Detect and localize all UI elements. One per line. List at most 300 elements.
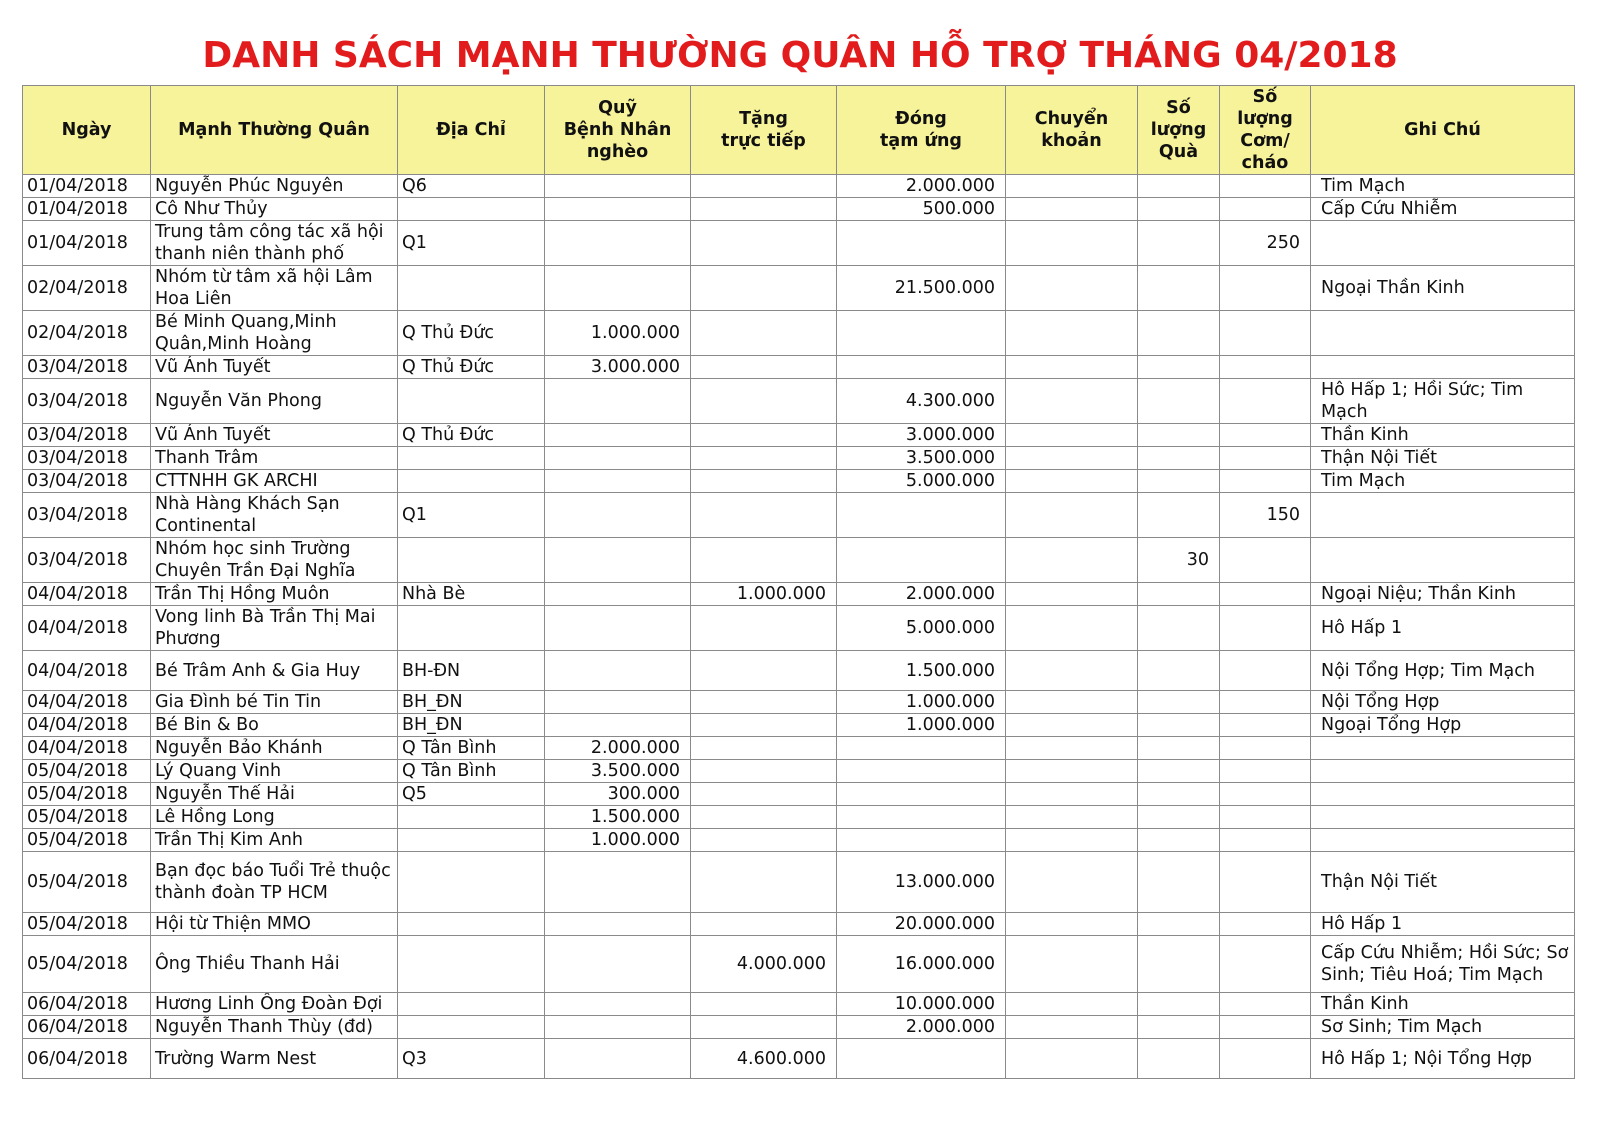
cell-note bbox=[1311, 538, 1575, 583]
cell-address: Q Tân Bình bbox=[398, 760, 545, 783]
cell-address: BH_ĐN bbox=[398, 714, 545, 737]
cell-transfer bbox=[1006, 651, 1138, 691]
table-row bbox=[23, 913, 1575, 936]
cell-fund bbox=[545, 198, 691, 221]
cell-address bbox=[398, 936, 545, 993]
cell-meals bbox=[1220, 424, 1311, 447]
table-row bbox=[23, 760, 1575, 783]
table-row bbox=[23, 493, 1575, 538]
cell-donor: Gia Đình bé Tin Tin bbox=[151, 691, 398, 714]
cell-fund bbox=[545, 1016, 691, 1039]
cell-note: Nội Tổng Hợp; Tim Mạch bbox=[1311, 651, 1575, 691]
cell-gifts bbox=[1138, 737, 1220, 760]
cell-date: 04/04/2018 bbox=[23, 606, 151, 651]
cell-transfer bbox=[1006, 198, 1138, 221]
cell-transfer bbox=[1006, 829, 1138, 852]
cell-address: Q Tân Bình bbox=[398, 737, 545, 760]
cell-address bbox=[398, 913, 545, 936]
column-header-gifts: Số lượng Quà bbox=[1138, 86, 1220, 175]
cell-advance: 5.000.000 bbox=[837, 606, 1006, 651]
cell-transfer bbox=[1006, 266, 1138, 311]
cell-advance: 16.000.000 bbox=[837, 936, 1006, 993]
cell-fund bbox=[545, 852, 691, 913]
cell-note: Ngoại Tổng Hợp bbox=[1311, 714, 1575, 737]
cell-meals bbox=[1220, 691, 1311, 714]
cell-date: 01/04/2018 bbox=[23, 221, 151, 266]
cell-meals bbox=[1220, 829, 1311, 852]
cell-gifts bbox=[1138, 311, 1220, 356]
cell-note: Ngoại Thần Kinh bbox=[1311, 266, 1575, 311]
cell-meals bbox=[1220, 356, 1311, 379]
table-row bbox=[23, 829, 1575, 852]
cell-fund bbox=[545, 936, 691, 993]
cell-meals bbox=[1220, 606, 1311, 651]
column-header-date: Ngày bbox=[23, 86, 151, 175]
cell-fund bbox=[545, 993, 691, 1016]
cell-gifts bbox=[1138, 783, 1220, 806]
cell-address: Q1 bbox=[398, 221, 545, 266]
cell-date: 05/04/2018 bbox=[23, 806, 151, 829]
cell-address: Nhà Bè bbox=[398, 583, 545, 606]
cell-donor: Nguyễn Thế Hải bbox=[151, 783, 398, 806]
cell-note: Hô Hấp 1; Nội Tổng Hợp bbox=[1311, 1039, 1575, 1079]
cell-direct bbox=[691, 538, 837, 583]
cell-transfer bbox=[1006, 356, 1138, 379]
cell-transfer bbox=[1006, 852, 1138, 913]
cell-meals bbox=[1220, 852, 1311, 913]
cell-transfer bbox=[1006, 691, 1138, 714]
cell-gifts bbox=[1138, 1039, 1220, 1079]
cell-fund bbox=[545, 447, 691, 470]
cell-note: Tim Mạch bbox=[1311, 175, 1575, 198]
column-header-fund: Quỹ Bệnh Nhân nghèo bbox=[545, 86, 691, 175]
cell-advance: 10.000.000 bbox=[837, 993, 1006, 1016]
cell-direct bbox=[691, 714, 837, 737]
cell-fund bbox=[545, 379, 691, 424]
cell-fund bbox=[545, 175, 691, 198]
cell-direct bbox=[691, 829, 837, 852]
cell-meals bbox=[1220, 651, 1311, 691]
cell-advance bbox=[837, 356, 1006, 379]
cell-address bbox=[398, 806, 545, 829]
cell-gifts: 30 bbox=[1138, 538, 1220, 583]
cell-fund bbox=[545, 424, 691, 447]
cell-transfer bbox=[1006, 783, 1138, 806]
cell-fund: 3.500.000 bbox=[545, 760, 691, 783]
cell-transfer bbox=[1006, 1039, 1138, 1079]
cell-gifts bbox=[1138, 651, 1220, 691]
cell-advance bbox=[837, 221, 1006, 266]
column-header-address: Địa Chỉ bbox=[398, 86, 545, 175]
table-row bbox=[23, 936, 1575, 993]
cell-meals bbox=[1220, 175, 1311, 198]
cell-advance: 5.000.000 bbox=[837, 470, 1006, 493]
cell-direct bbox=[691, 691, 837, 714]
cell-note: Cấp Cứu Nhiễm; Hồi Sức; Sơ Sinh; Tiêu Hoá; Tim Mạch bbox=[1311, 936, 1575, 993]
cell-date: 01/04/2018 bbox=[23, 198, 151, 221]
cell-donor: Nguyễn Phúc Nguyên bbox=[151, 175, 398, 198]
cell-address bbox=[398, 266, 545, 311]
cell-fund: 2.000.000 bbox=[545, 737, 691, 760]
table-row bbox=[23, 993, 1575, 1016]
cell-gifts bbox=[1138, 198, 1220, 221]
cell-gifts bbox=[1138, 829, 1220, 852]
cell-donor: Lý Quang Vinh bbox=[151, 760, 398, 783]
column-header-note: Ghi Chú bbox=[1311, 86, 1575, 175]
cell-meals bbox=[1220, 760, 1311, 783]
cell-date: 04/04/2018 bbox=[23, 714, 151, 737]
cell-meals bbox=[1220, 737, 1311, 760]
cell-advance bbox=[837, 1039, 1006, 1079]
cell-note: Hô Hấp 1 bbox=[1311, 913, 1575, 936]
cell-advance: 3.000.000 bbox=[837, 424, 1006, 447]
cell-fund: 1.500.000 bbox=[545, 806, 691, 829]
table-row bbox=[23, 1016, 1575, 1039]
table-row bbox=[23, 783, 1575, 806]
cell-direct bbox=[691, 424, 837, 447]
cell-direct: 4.000.000 bbox=[691, 936, 837, 993]
cell-donor: Trường Warm Nest bbox=[151, 1039, 398, 1079]
table-row bbox=[23, 221, 1575, 266]
cell-direct bbox=[691, 806, 837, 829]
cell-address bbox=[398, 538, 545, 583]
cell-date: 02/04/2018 bbox=[23, 311, 151, 356]
cell-address bbox=[398, 198, 545, 221]
cell-gifts bbox=[1138, 470, 1220, 493]
cell-date: 05/04/2018 bbox=[23, 936, 151, 993]
cell-note bbox=[1311, 311, 1575, 356]
donor-table bbox=[22, 85, 1575, 1079]
cell-note bbox=[1311, 806, 1575, 829]
cell-donor: Hương Linh Ông Đoàn Đợi bbox=[151, 993, 398, 1016]
table-header bbox=[23, 86, 1575, 175]
table-row bbox=[23, 691, 1575, 714]
cell-fund bbox=[545, 538, 691, 583]
cell-note: Thần Kinh bbox=[1311, 993, 1575, 1016]
cell-date: 05/04/2018 bbox=[23, 783, 151, 806]
cell-meals bbox=[1220, 806, 1311, 829]
cell-fund: 3.000.000 bbox=[545, 356, 691, 379]
cell-fund bbox=[545, 651, 691, 691]
cell-direct bbox=[691, 493, 837, 538]
cell-direct bbox=[691, 606, 837, 651]
cell-advance bbox=[837, 829, 1006, 852]
cell-donor: Bé Trâm Anh & Gia Huy bbox=[151, 651, 398, 691]
cell-date: 05/04/2018 bbox=[23, 913, 151, 936]
cell-advance bbox=[837, 311, 1006, 356]
cell-transfer bbox=[1006, 737, 1138, 760]
cell-address bbox=[398, 606, 545, 651]
table-row bbox=[23, 1039, 1575, 1079]
cell-direct bbox=[691, 651, 837, 691]
cell-gifts bbox=[1138, 221, 1220, 266]
cell-transfer bbox=[1006, 993, 1138, 1016]
table-row bbox=[23, 198, 1575, 221]
cell-gifts bbox=[1138, 852, 1220, 913]
cell-date: 03/04/2018 bbox=[23, 356, 151, 379]
cell-date: 06/04/2018 bbox=[23, 1039, 151, 1079]
cell-meals: 250 bbox=[1220, 221, 1311, 266]
cell-advance: 2.000.000 bbox=[837, 1016, 1006, 1039]
cell-note bbox=[1311, 221, 1575, 266]
cell-date: 03/04/2018 bbox=[23, 447, 151, 470]
cell-donor: Hội từ Thiện MMO bbox=[151, 913, 398, 936]
cell-donor: Ông Thiều Thanh Hải bbox=[151, 936, 398, 993]
cell-advance bbox=[837, 760, 1006, 783]
cell-meals bbox=[1220, 783, 1311, 806]
cell-donor: Nhóm học sinh Trường Chuyên Trần Đại Nghĩa bbox=[151, 538, 398, 583]
cell-direct bbox=[691, 447, 837, 470]
cell-advance: 1.000.000 bbox=[837, 714, 1006, 737]
cell-direct bbox=[691, 379, 837, 424]
cell-direct bbox=[691, 993, 837, 1016]
cell-date: 04/04/2018 bbox=[23, 737, 151, 760]
cell-date: 03/04/2018 bbox=[23, 379, 151, 424]
cell-meals bbox=[1220, 447, 1311, 470]
cell-direct: 4.600.000 bbox=[691, 1039, 837, 1079]
cell-gifts bbox=[1138, 379, 1220, 424]
cell-direct bbox=[691, 356, 837, 379]
table-row bbox=[23, 583, 1575, 606]
cell-address bbox=[398, 1016, 545, 1039]
cell-transfer bbox=[1006, 424, 1138, 447]
cell-advance: 500.000 bbox=[837, 198, 1006, 221]
cell-gifts bbox=[1138, 993, 1220, 1016]
cell-gifts bbox=[1138, 583, 1220, 606]
cell-address bbox=[398, 829, 545, 852]
cell-transfer bbox=[1006, 175, 1138, 198]
cell-donor: Vũ Ánh Tuyết bbox=[151, 356, 398, 379]
cell-gifts bbox=[1138, 493, 1220, 538]
cell-date: 06/04/2018 bbox=[23, 993, 151, 1016]
header-row bbox=[23, 86, 1575, 175]
cell-transfer bbox=[1006, 447, 1138, 470]
cell-direct bbox=[691, 198, 837, 221]
cell-transfer bbox=[1006, 470, 1138, 493]
table-row bbox=[23, 651, 1575, 691]
cell-gifts bbox=[1138, 1016, 1220, 1039]
page-title: DANH SÁCH MẠNH THƯỜNG QUÂN HỖ TRỢ THÁNG 04/2018 bbox=[202, 35, 1398, 76]
cell-direct bbox=[691, 852, 837, 913]
cell-transfer bbox=[1006, 379, 1138, 424]
cell-date: 05/04/2018 bbox=[23, 760, 151, 783]
cell-fund bbox=[545, 1039, 691, 1079]
cell-donor: Bé Minh Quang,Minh Quân,Minh Hoàng bbox=[151, 311, 398, 356]
table-row bbox=[23, 356, 1575, 379]
cell-transfer bbox=[1006, 493, 1138, 538]
cell-donor: Trung tâm công tác xã hội thanh niên thành phố bbox=[151, 221, 398, 266]
cell-date: 01/04/2018 bbox=[23, 175, 151, 198]
cell-advance: 20.000.000 bbox=[837, 913, 1006, 936]
cell-address: Q3 bbox=[398, 1039, 545, 1079]
cell-note: Hô Hấp 1; Hồi Sức; Tim Mạch bbox=[1311, 379, 1575, 424]
cell-donor: Vũ Ánh Tuyết bbox=[151, 424, 398, 447]
table-row bbox=[23, 175, 1575, 198]
cell-advance bbox=[837, 806, 1006, 829]
cell-advance: 4.300.000 bbox=[837, 379, 1006, 424]
cell-address: BH-ĐN bbox=[398, 651, 545, 691]
cell-donor: Nguyễn Thanh Thùy (đd) bbox=[151, 1016, 398, 1039]
cell-donor: CTTNHH GK ARCHI bbox=[151, 470, 398, 493]
cell-note bbox=[1311, 737, 1575, 760]
cell-note: Cấp Cứu Nhiễm bbox=[1311, 198, 1575, 221]
cell-gifts bbox=[1138, 760, 1220, 783]
cell-fund: 1.000.000 bbox=[545, 311, 691, 356]
cell-advance: 21.500.000 bbox=[837, 266, 1006, 311]
cell-fund bbox=[545, 493, 691, 538]
cell-address bbox=[398, 379, 545, 424]
cell-fund bbox=[545, 714, 691, 737]
cell-meals bbox=[1220, 1016, 1311, 1039]
cell-transfer bbox=[1006, 806, 1138, 829]
cell-advance: 13.000.000 bbox=[837, 852, 1006, 913]
table-row bbox=[23, 852, 1575, 913]
table-row bbox=[23, 266, 1575, 311]
cell-gifts bbox=[1138, 175, 1220, 198]
cell-fund bbox=[545, 691, 691, 714]
cell-donor: Cô Như Thủy bbox=[151, 198, 398, 221]
cell-transfer bbox=[1006, 913, 1138, 936]
cell-meals bbox=[1220, 538, 1311, 583]
cell-fund bbox=[545, 221, 691, 266]
cell-direct bbox=[691, 311, 837, 356]
cell-address: Q6 bbox=[398, 175, 545, 198]
column-header-advance: Đóng tạm ứng bbox=[837, 86, 1006, 175]
cell-date: 03/04/2018 bbox=[23, 493, 151, 538]
cell-date: 02/04/2018 bbox=[23, 266, 151, 311]
cell-advance: 2.000.000 bbox=[837, 175, 1006, 198]
table-row bbox=[23, 606, 1575, 651]
cell-donor: Nguyễn Văn Phong bbox=[151, 379, 398, 424]
cell-transfer bbox=[1006, 606, 1138, 651]
cell-transfer bbox=[1006, 538, 1138, 583]
cell-fund bbox=[545, 583, 691, 606]
cell-direct: 1.000.000 bbox=[691, 583, 837, 606]
table-body bbox=[23, 175, 1575, 1079]
column-header-direct: Tặng trực tiếp bbox=[691, 86, 837, 175]
cell-direct bbox=[691, 221, 837, 266]
cell-gifts bbox=[1138, 913, 1220, 936]
cell-direct bbox=[691, 266, 837, 311]
cell-donor: Bé Bin & Bo bbox=[151, 714, 398, 737]
cell-transfer bbox=[1006, 1016, 1138, 1039]
cell-advance bbox=[837, 538, 1006, 583]
table-row bbox=[23, 538, 1575, 583]
cell-gifts bbox=[1138, 714, 1220, 737]
cell-donor: Nhóm từ tâm xã hội Lâm Hoa Liên bbox=[151, 266, 398, 311]
cell-note bbox=[1311, 493, 1575, 538]
column-header-meals: Số lượng Cơm/ cháo bbox=[1220, 86, 1311, 175]
cell-address: BH_ĐN bbox=[398, 691, 545, 714]
cell-meals bbox=[1220, 936, 1311, 993]
cell-note: Hô Hấp 1 bbox=[1311, 606, 1575, 651]
cell-fund: 300.000 bbox=[545, 783, 691, 806]
cell-meals bbox=[1220, 266, 1311, 311]
cell-transfer bbox=[1006, 760, 1138, 783]
cell-meals bbox=[1220, 311, 1311, 356]
cell-address bbox=[398, 447, 545, 470]
cell-date: 04/04/2018 bbox=[23, 583, 151, 606]
cell-transfer bbox=[1006, 583, 1138, 606]
cell-meals bbox=[1220, 714, 1311, 737]
cell-date: 05/04/2018 bbox=[23, 829, 151, 852]
table-row bbox=[23, 737, 1575, 760]
cell-gifts bbox=[1138, 606, 1220, 651]
cell-address: Q1 bbox=[398, 493, 545, 538]
cell-transfer bbox=[1006, 221, 1138, 266]
table-row bbox=[23, 424, 1575, 447]
cell-advance: 2.000.000 bbox=[837, 583, 1006, 606]
cell-note: Sơ Sinh; Tim Mạch bbox=[1311, 1016, 1575, 1039]
cell-meals bbox=[1220, 470, 1311, 493]
cell-address: Q Thủ Đức bbox=[398, 424, 545, 447]
cell-note: Thận Nội Tiết bbox=[1311, 852, 1575, 913]
cell-address: Q Thủ Đức bbox=[398, 311, 545, 356]
cell-address bbox=[398, 852, 545, 913]
cell-date: 03/04/2018 bbox=[23, 470, 151, 493]
cell-date: 04/04/2018 bbox=[23, 691, 151, 714]
cell-note: Thần Kinh bbox=[1311, 424, 1575, 447]
cell-donor: Trần Thị Hồng Muôn bbox=[151, 583, 398, 606]
table-row bbox=[23, 447, 1575, 470]
cell-date: 04/04/2018 bbox=[23, 651, 151, 691]
table-row bbox=[23, 311, 1575, 356]
cell-meals bbox=[1220, 913, 1311, 936]
cell-date: 03/04/2018 bbox=[23, 538, 151, 583]
cell-meals bbox=[1220, 583, 1311, 606]
cell-direct bbox=[691, 470, 837, 493]
cell-gifts bbox=[1138, 936, 1220, 993]
cell-donor: Lê Hồng Long bbox=[151, 806, 398, 829]
cell-direct bbox=[691, 760, 837, 783]
cell-direct bbox=[691, 913, 837, 936]
cell-gifts bbox=[1138, 356, 1220, 379]
cell-donor: Vong linh Bà Trần Thị Mai Phương bbox=[151, 606, 398, 651]
cell-donor: Nhà Hàng Khách Sạn Continental bbox=[151, 493, 398, 538]
table-row bbox=[23, 379, 1575, 424]
cell-note: Tim Mạch bbox=[1311, 470, 1575, 493]
cell-transfer bbox=[1006, 714, 1138, 737]
cell-meals bbox=[1220, 993, 1311, 1016]
cell-meals bbox=[1220, 379, 1311, 424]
cell-advance bbox=[837, 737, 1006, 760]
cell-direct bbox=[691, 783, 837, 806]
cell-note: Thận Nội Tiết bbox=[1311, 447, 1575, 470]
cell-note: Ngoại Niệu; Thần Kinh bbox=[1311, 583, 1575, 606]
cell-gifts bbox=[1138, 447, 1220, 470]
cell-donor: Thanh Trâm bbox=[151, 447, 398, 470]
cell-address: Q Thủ Đức bbox=[398, 356, 545, 379]
cell-advance: 3.500.000 bbox=[837, 447, 1006, 470]
cell-transfer bbox=[1006, 311, 1138, 356]
cell-date: 06/04/2018 bbox=[23, 1016, 151, 1039]
cell-advance bbox=[837, 783, 1006, 806]
cell-fund bbox=[545, 913, 691, 936]
cell-note bbox=[1311, 356, 1575, 379]
cell-advance bbox=[837, 493, 1006, 538]
cell-direct bbox=[691, 737, 837, 760]
cell-donor: Nguyễn Bảo Khánh bbox=[151, 737, 398, 760]
column-header-donor: Mạnh Thường Quân bbox=[151, 86, 398, 175]
cell-donor: Bạn đọc báo Tuổi Trẻ thuộc thành đoàn TP HCM bbox=[151, 852, 398, 913]
cell-fund: 1.000.000 bbox=[545, 829, 691, 852]
cell-date: 03/04/2018 bbox=[23, 424, 151, 447]
cell-address bbox=[398, 993, 545, 1016]
cell-direct bbox=[691, 175, 837, 198]
cell-date: 05/04/2018 bbox=[23, 852, 151, 913]
cell-fund bbox=[545, 266, 691, 311]
cell-address: Q5 bbox=[398, 783, 545, 806]
